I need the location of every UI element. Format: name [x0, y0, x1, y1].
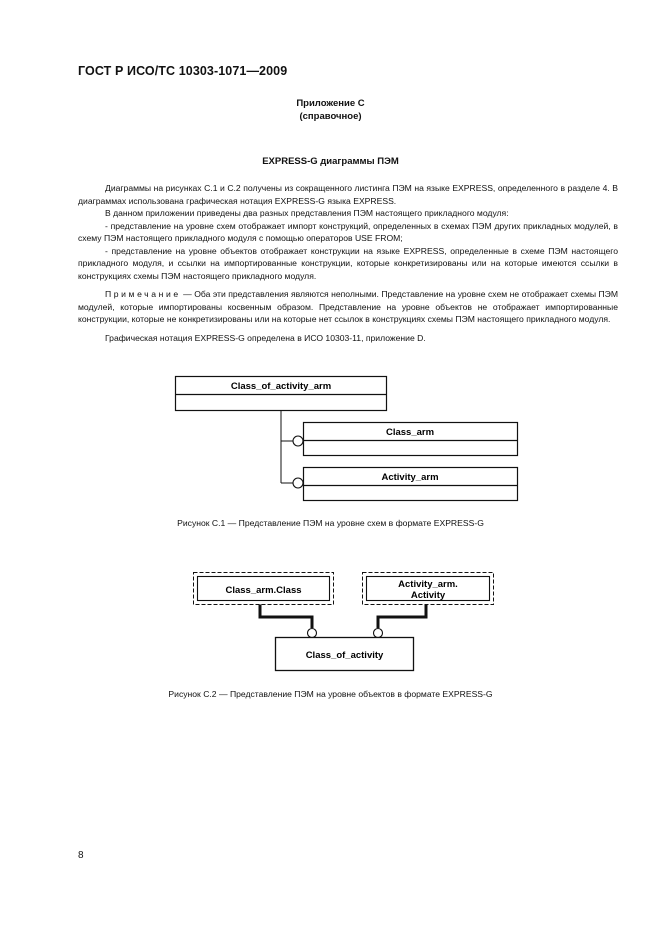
- document-header: ГОСТ Р ИСО/ТС 10303-1071—2009: [78, 64, 288, 78]
- entity-box-activity-arm-activity: [363, 573, 494, 605]
- entity-box-class-of-activity: [276, 638, 414, 671]
- note-label: Примечание: [105, 289, 181, 299]
- entity-label-right-line2: Activity: [410, 590, 446, 601]
- relationship-circle-icon: [308, 629, 317, 638]
- appendix-title: Приложение С: [296, 98, 365, 109]
- connector-circle-icon: [293, 478, 303, 488]
- figure-2-caption: Рисунок С.2 — Представление ПЭМ на уровне объектов в формате EXPRESS-G: [168, 689, 493, 699]
- relationship-line-left: [260, 605, 312, 629]
- note-paragraph: [78, 288, 618, 326]
- paragraph-schema-level: - представление на уровне схем отображает импорт конструкций, определенных в схемах ПЭМ других прикладных модулей, в схему ПЭМ настоящего прикладного модуля с помощью операторов USE FROM;: [78, 220, 618, 243]
- entity-label-bottom: Class_of_activity: [305, 650, 384, 661]
- connector-circle-icon: [293, 436, 303, 446]
- figure-1-caption: Рисунок С.1 — Представление ПЭМ на уровне схем в формате EXPRESS-G: [177, 518, 484, 528]
- paragraph-representations: В данном приложении приведены два разных представления ПЭМ настоящего прикладного модуля:: [105, 208, 509, 218]
- body-text: [78, 182, 618, 344]
- schema-box-class-of-activity-arm: [176, 377, 387, 411]
- paragraph-intro: Диаграммы на рисунках С.1 и С.2 получены из сокращенного листинга ПЭМ на языке EXPRESS, определенного в разделе 4. В диаграммах использована графическая нотация EXPRESS-G языка EXPRESS.: [78, 183, 618, 206]
- schema-label-a: Class_arm: [385, 427, 435, 438]
- schema-label-top: Class_of_activity_arm: [230, 381, 332, 392]
- relationship-line-right: [378, 605, 426, 629]
- schema-box-class-arm: [304, 423, 518, 456]
- figure-2-diagram: [0, 565, 661, 680]
- appendix-subtitle: (справочное): [299, 111, 362, 122]
- paragraph-notation: Графическая нотация EXPRESS-G определена в ИСО 10303-11, приложение D.: [105, 332, 426, 343]
- schema-box-activity-arm: [304, 468, 518, 501]
- schema-label-b: Activity_arm: [381, 472, 439, 483]
- note-text: — Оба эти представления являются неполными. Представление на уровне схем не отображает схемы ПЭМ модулей, которые импортированы косвенным образом. Представление на уровне объектов не отображает импортированные конструкции, которые не конкретизированы или на которые нет ссылок в конструкциях схемы ПЭМ настоящего прикладного модуля.: [78, 289, 618, 324]
- figure-1-diagram: [0, 370, 661, 510]
- relationship-circle-icon: [374, 629, 383, 638]
- section-heading: EXPRESS-G диаграммы ПЭМ: [262, 156, 399, 167]
- entity-box-class-arm-class: [194, 573, 334, 605]
- paragraph-entity-level: - представление на уровне объектов отображает конструкции на языке EXPRESS, определенные в схеме ПЭМ настоящего прикладного модуля, и ссылки на импортированные конструкции, которые конкретизированы или на которые имеются ссылки в конструкциях схемы ПЭМ настоящего прикладного модуля.: [78, 245, 618, 281]
- page-number: 8: [78, 850, 84, 861]
- entity-label-left: Class_arm.Class: [225, 585, 302, 596]
- entity-label-right-line1: Activity_arm.: [398, 579, 458, 590]
